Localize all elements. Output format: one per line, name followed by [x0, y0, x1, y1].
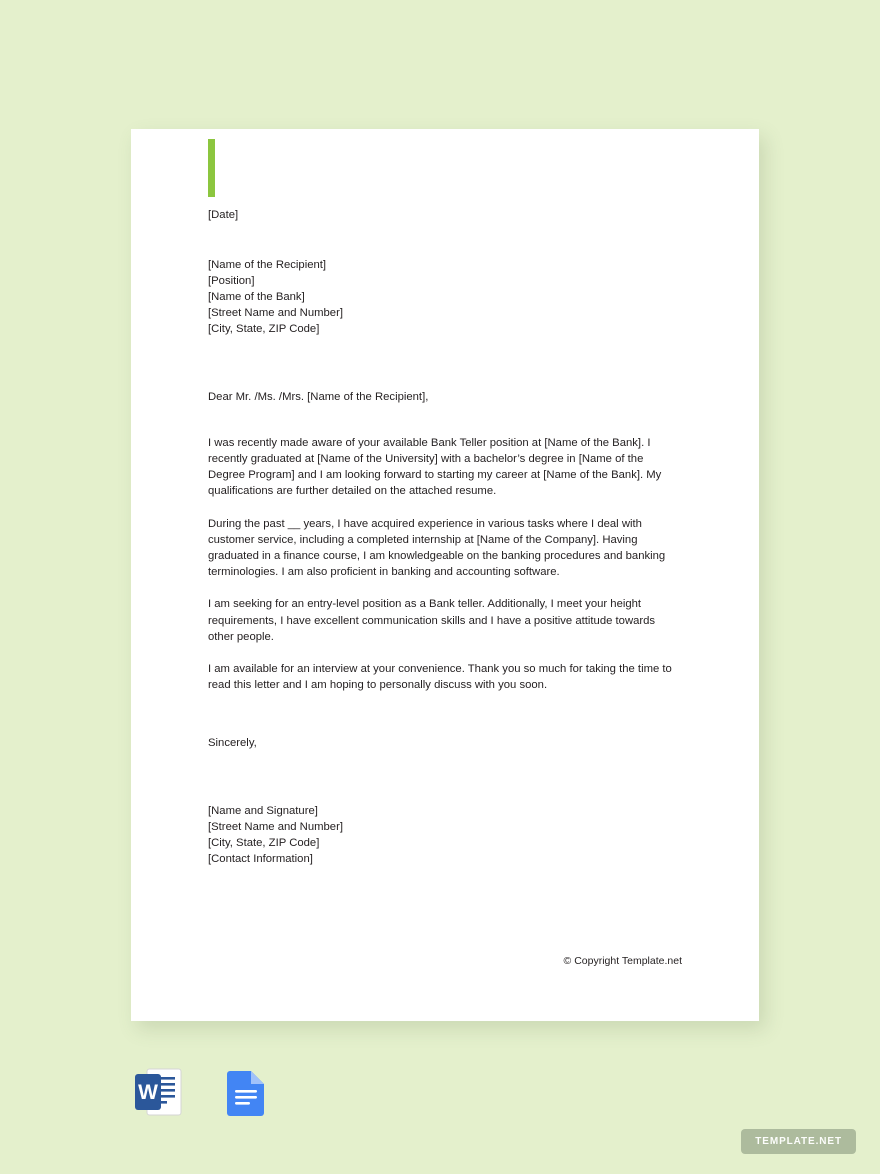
date-placeholder: [Date]: [208, 209, 239, 221]
salutation-line: Dear Mr. /Ms. /Mrs. [Name of the Recipient],: [208, 391, 429, 404]
recipient-position: [Position]: [208, 275, 255, 288]
document-page-container: [131, 129, 759, 1021]
copyright-notice: © Copyright Template.net: [563, 955, 682, 967]
date-block: [208, 207, 678, 223]
body-paragraph-1: I was recently made aware of your available Bank Teller position at [Name of the Bank]. I recently graduated at [Name of the University] with a bachelor’s degree in [Name of the Degree Program] and I am looking forward to starting my career at [Name of the Bank]. My qualifications are further detailed on the attached resume.: [208, 437, 662, 498]
signature-street: [Street Name and Number]: [208, 821, 343, 834]
watermark-badge: TEMPLATE.NET: [741, 1129, 856, 1154]
recipient-address-block: [208, 257, 678, 337]
letter-page: [131, 129, 759, 1021]
signature-city-state-zip: [City, State, ZIP Code]: [208, 837, 320, 850]
signature-name: [Name and Signature]: [208, 805, 318, 818]
accent-bar: [208, 139, 215, 197]
signature-contact: [Contact Information]: [208, 853, 313, 866]
body-paragraph-2: During the past __ years, I have acquired experience in various tasks where I deal with customer service, including a completed internship at [Name of the Company]. Having graduated in a finance course, I am knowledgeable on the banking procedures and banking terminologies. I am also proficient in banking and accounting software.: [208, 517, 666, 578]
recipient-city-state-zip: [City, State, ZIP Code]: [208, 323, 320, 336]
body-paragraph-4: I am available for an interview at your convenience. Thank you so much for taking the time to read this letter and I am hoping to personally discuss with you soon.: [208, 663, 672, 692]
svg-text:W: W: [138, 1081, 158, 1104]
letter-body: [208, 207, 678, 867]
google-docs-file-icon[interactable]: [218, 1063, 276, 1121]
recipient-bank: [Name of the Bank]: [208, 291, 305, 304]
signature-block: [208, 803, 678, 867]
recipient-street: [Street Name and Number]: [208, 307, 343, 320]
word-file-icon[interactable]: [131, 1063, 189, 1121]
download-format-icons: [131, 1063, 276, 1121]
closing-line: Sincerely,: [208, 737, 257, 750]
body-paragraph-3: I am seeking for an entry-level position as a Bank teller. Additionally, I meet your height requirements, I have excellent communication skills and I have a positive attitude towards other people.: [208, 598, 656, 643]
recipient-name: [Name of the Recipient]: [208, 259, 327, 272]
